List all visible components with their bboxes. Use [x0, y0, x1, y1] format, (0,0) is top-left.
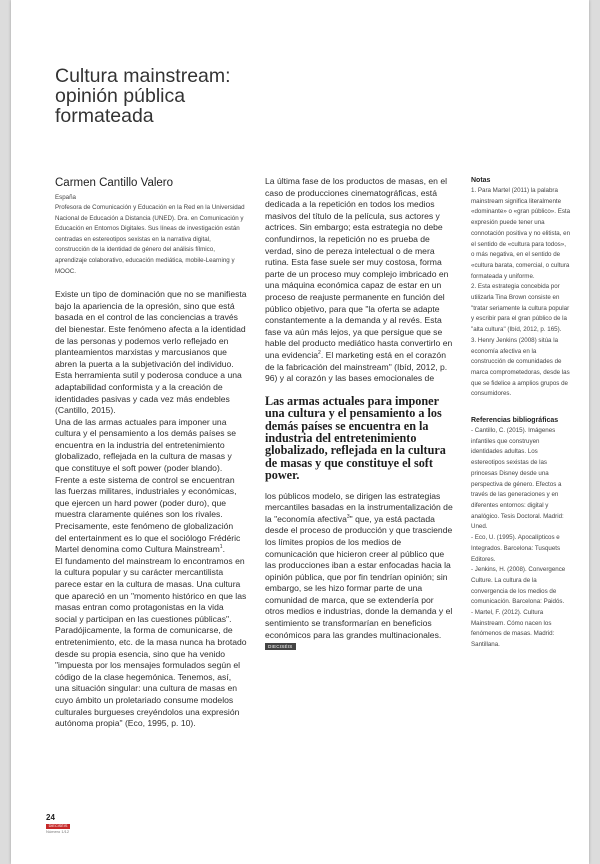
reference-1: - Cantillo, C. (2015). Imágenes infantiles que construyen identidades adultas. Los estereotipos sexistas de las princesas Disney desde una perspectiva de género. Efectos a través de las generaciones y en diferentes entornos: digital y analógico. Tesis Doctoral. Madrid: Uned. — [471, 427, 564, 531]
paragraph-5 — [265, 491, 453, 653]
paragraph-3: El fundamento del mainstream lo encontramos en la cultura popular y su carácter mercantilista parece estar en la cultura de masas. Una cultura que apareció en un "momento histórico en que las masas entran como protagonistas en la vida social y participan en las cuestiones públicas". Paradójicamente, la forma de comunicarse, de entretenimiento, etc. de la masa nunca ha brotado desde su propia esencia, sino que ha venido "impuesta por los mensajes formulados según el código de la clase hegemónica. Tenemos, así, una situación singular: una cultura de masas en cuyo ámbito un proletariado consume modelos culturales burgueses creyéndolos una expresión autónoma propia" (Eco, 1995, p. 10). — [55, 555, 247, 729]
reference-4: - Martel, F. (2012). Cultura Mainstream. Cómo nacen los fenómenos de masas. Madrid: Santillana. — [471, 609, 555, 649]
page-number: 24 — [46, 813, 55, 822]
paragraph-5-text-a: los públicos modelo, se dirigen las estrategias mercantiles basadas en la instrumentalización de la "economía afectiva — [265, 490, 453, 524]
footnote-ref-1[interactable]: 1 — [219, 544, 223, 551]
footnote-ref-2[interactable]: 2 — [318, 350, 321, 357]
issue-number: Número 1/12 — [46, 829, 70, 834]
paragraph-4-text-a: La última fase de los productos de masas, en el caso de producciones cinematográficas, está dedicada a la repetición en todos los medios masivos del título de la película, sus actores y actrices. Sin embargo; esta estrategia no debe confundirnos, la repetición no es prueba de verdad, sino de pereza intelectual o de mera rutina. Esta fase suele ser muy costosa, forma parte de un proceso muy complejo imbricado en una máquina económica capaz de estar en un proceso de reajuste permanente en función del público objetivo, para que "la oferta se adapte constantemente a la demanda y al revés. Esta fase va aún más lejos, ya que persigue que se hable del producto mediático hasta convertirlo en una evidencia — [265, 176, 453, 360]
magazine-logo: DIECISÉIS — [46, 824, 70, 829]
note-3: 3. Henry Jenkins (2008) sitúa la economía afectiva en la construcción de comunidades de marca comprometedoras, desde las que se fidelice a amplios grupos de consumidores. — [471, 336, 570, 398]
notes-heading: Notas — [471, 177, 491, 184]
author-name: Carmen Cantillo Valero — [55, 177, 174, 189]
note-1: 1. Para Martel (2011) la palabra mainstream significa literalmente «dominante» o «gran público». Esta expresión puede tener una connotación positiva y no elitista, en el sentido de «cultura para todos», o más negativa, en el sentido de «cultura barata, comercial, o cultura formateada y uniforme. — [471, 187, 571, 280]
author-bio: Profesora de Comunicación y Educación en la Red en la Universidad Nacional de Educación a Distancia (UNED). Dra. en Comunicación y Educación en Entornos Digitales. Sus líneas de investigación están centradas en estereotipos sexistas en la narrativa digital, construcción de la identidad de género del análisis fílmico, aprendizaje colaborativo, educación mediática, mobile-Learning y MOOC. — [55, 204, 245, 275]
column-2 — [265, 176, 453, 653]
paragraph-1: Existe un tipo de dominación que no se manifiesta bajo la apariencia de la opresión, sino que está basada en el control de las conciencias a través del bienestar. Este fenómeno afecta a la identidad de las personas y podemos verlo reflejado en planteamientos marxistas y marcusianos que abren la puerta a la subjetivación del individuo. Esta herramienta sutil y poderosa conduce a una adaptabilidad conformista y a la creación de identidades pasivas y cada vez más endebles (Cantillo, 2015). — [55, 289, 247, 416]
paragraph-2-text: Una de las armas actuales para imponer una cultura y el pensamiento a los demás países se encuentra en la industria del entretenimiento globalizado, reflejada en la cultura de masas y que constituye el soft power (poder blando). Frente a este sistema de control se encuentran las fuerzas militares, industriales y económicas, que ejercen un hard power (poder duro), que muestra claramente quiénes son los rivales. Precisamente, este fenómeno de globalización del entertainment es lo que el sociólogo Frédéric Martel denomina como Cultura Mainstream — [55, 416, 241, 555]
footnote-ref-3[interactable]: 3 — [346, 513, 350, 520]
title-line-3: formateada — [55, 105, 154, 127]
page-footer — [46, 813, 70, 835]
paragraph-5-text-b: " que, ya está pactada desde el proceso de producción y que trasciende los límites propios de los medios de comunicación que hicieron creer al público que las producciones iban a estar enfocadas hacia la opinión pública, que por fin tendrían opinión; sin embargo, se les hizo formar parte de una comunidad de marca, que se extendería por otros medios e industrias, donde la demanda y el sentimiento se transformarían en beneficios económicos para las grandes multinacionales. — [265, 513, 453, 640]
note-2: 2. Esta estrategia concebida por utilizarla Tina Brown consiste en "tratar seriamente la cultura popular y escribir para el gran público de la "alta cultura" (Ibíd, 2012, p. 165). — [471, 283, 570, 334]
article-title — [55, 66, 255, 126]
pull-quote: Las armas actuales para imponer una cultura y el pensamiento a los demás países se encuentra en la industria del entretenimiento globalizado, reflejada en la cultura de masas y que constituye el soft power. — [265, 393, 446, 483]
references-heading: Referencias bibliográficas — [471, 417, 559, 425]
author-country: España — [55, 194, 76, 201]
paragraph-4 — [265, 176, 453, 385]
title-line-2: opinión pública — [55, 85, 186, 107]
reference-2: - Eco, U. (1995). Apocalípticos e Integrados. Barcelona: Tusquets Editores. — [471, 534, 561, 563]
column-3-sidebar — [471, 176, 571, 651]
page — [11, 0, 589, 864]
paragraph-2 — [55, 417, 247, 556]
title-line-1: Cultura mainstream: — [55, 65, 231, 87]
paragraph-4-text-b: . El marketing está en el corazón de la fabricación del mainstream" (Ibíd, 2012, p. 96) y al corazón y las bases emocionales de — [265, 349, 448, 384]
reference-3: - Jenkins, H. (2008). Convergence Culture. La cultura de la convergencia de los medios de comunicación. Barcelona: Paidós. — [471, 566, 566, 606]
paragraph-2-end: . — [222, 544, 225, 555]
column-1 — [55, 176, 247, 730]
end-mark-logo: DIECISÉIS — [265, 643, 296, 650]
